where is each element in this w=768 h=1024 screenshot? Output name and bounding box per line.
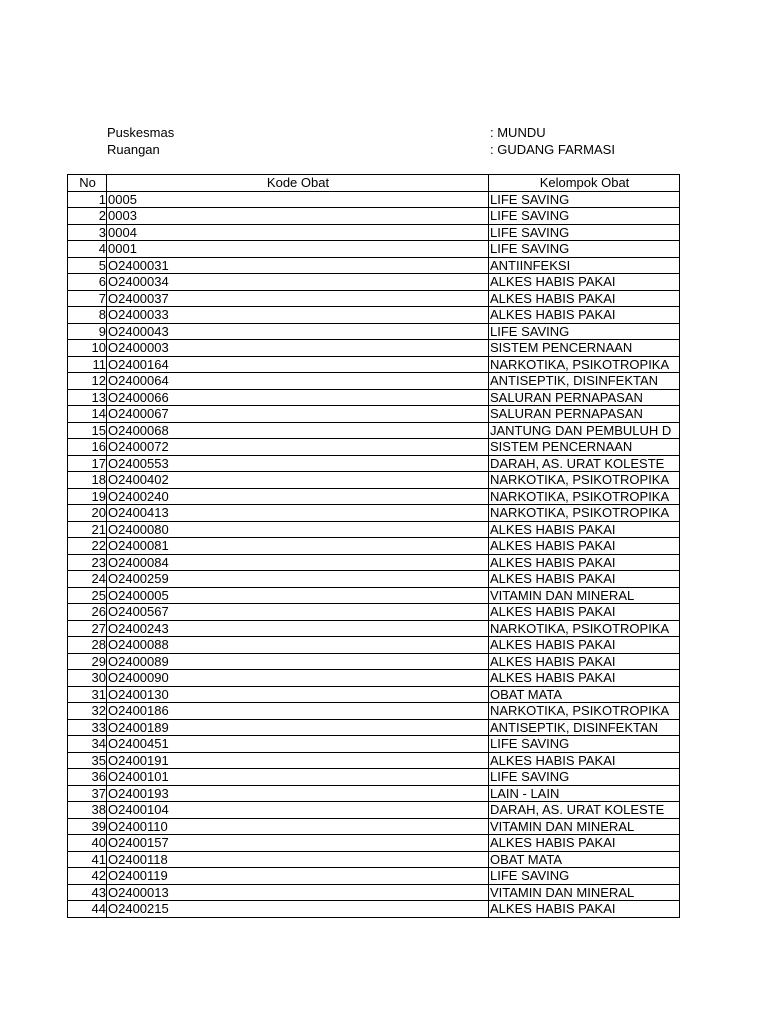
- kelompok-obat-cell: SALURAN PERNAPASAN: [489, 406, 680, 423]
- kelompok-obat-cell: ALKES HABIS PAKAI: [489, 307, 680, 324]
- kode-obat-cell: O2400005: [107, 587, 489, 604]
- kelompok-obat-cell: ALKES HABIS PAKAI: [489, 290, 680, 307]
- table-row: [68, 307, 680, 324]
- table-row: [68, 340, 680, 357]
- kelompok-obat-cell: ALKES HABIS PAKAI: [489, 901, 680, 918]
- table-row: [68, 785, 680, 802]
- kode-obat-cell: O2400067: [107, 406, 489, 423]
- table-row: [68, 769, 680, 786]
- row-number: 22: [68, 538, 107, 555]
- column-header-kelompok-obat: Kelompok Obat: [489, 175, 680, 192]
- kelompok-obat-cell: NARKOTIKA, PSIKOTROPIKA: [489, 488, 680, 505]
- kelompok-obat-cell: ANTISEPTIK, DISINFEKTAN: [489, 373, 680, 390]
- kelompok-obat-cell: LIFE SAVING: [489, 868, 680, 885]
- table-row: [68, 851, 680, 868]
- row-number: 2: [68, 208, 107, 225]
- kode-obat-cell: O2400243: [107, 620, 489, 637]
- row-number: 14: [68, 406, 107, 423]
- table-row: [68, 752, 680, 769]
- kelompok-obat-cell: OBAT MATA: [489, 851, 680, 868]
- puskesmas-value: : MUNDU: [490, 125, 546, 140]
- kelompok-obat-cell: VITAMIN DAN MINERAL: [489, 818, 680, 835]
- row-number: 19: [68, 488, 107, 505]
- kode-obat-cell: O2400119: [107, 868, 489, 885]
- table-row: [68, 290, 680, 307]
- row-number: 9: [68, 323, 107, 340]
- kelompok-obat-cell: ALKES HABIS PAKAI: [489, 835, 680, 852]
- table-row: [68, 736, 680, 753]
- kode-obat-cell: O2400084: [107, 554, 489, 571]
- table-row: [68, 637, 680, 654]
- kode-obat-cell: O2400451: [107, 736, 489, 753]
- row-number: 31: [68, 686, 107, 703]
- kelompok-obat-cell: VITAMIN DAN MINERAL: [489, 884, 680, 901]
- table-row: [68, 686, 680, 703]
- row-number: 40: [68, 835, 107, 852]
- kelompok-obat-cell: DARAH, AS. URAT KOLESTE: [489, 455, 680, 472]
- kelompok-obat-cell: NARKOTIKA, PSIKOTROPIKA: [489, 356, 680, 373]
- table-row: [68, 224, 680, 241]
- kelompok-obat-cell: NARKOTIKA, PSIKOTROPIKA: [489, 472, 680, 489]
- ruangan-row: [107, 141, 667, 158]
- puskesmas-label: Puskesmas: [107, 125, 175, 140]
- kelompok-obat-cell: DARAH, AS. URAT KOLESTE: [489, 802, 680, 819]
- kelompok-obat-cell: JANTUNG DAN PEMBULUH D: [489, 422, 680, 439]
- row-number: 5: [68, 257, 107, 274]
- kelompok-obat-cell: ALKES HABIS PAKAI: [489, 653, 680, 670]
- table-row: [68, 884, 680, 901]
- puskesmas-row: [107, 124, 667, 141]
- table-row: [68, 241, 680, 258]
- row-number: 10: [68, 340, 107, 357]
- row-number: 42: [68, 868, 107, 885]
- table-row: [68, 505, 680, 522]
- row-number: 26: [68, 604, 107, 621]
- table-row: [68, 719, 680, 736]
- table-row: [68, 472, 680, 489]
- kode-obat-cell: O2400118: [107, 851, 489, 868]
- kelompok-obat-cell: ALKES HABIS PAKAI: [489, 637, 680, 654]
- kode-obat-cell: O2400066: [107, 389, 489, 406]
- column-header-kode-obat: Kode Obat: [107, 175, 489, 192]
- table-row: [68, 818, 680, 835]
- row-number: 16: [68, 439, 107, 456]
- kode-obat-cell: O2400567: [107, 604, 489, 621]
- table-row: [68, 670, 680, 687]
- kode-obat-cell: O2400064: [107, 373, 489, 390]
- table-row: [68, 538, 680, 555]
- row-number: 4: [68, 241, 107, 258]
- kode-obat-cell: O2400043: [107, 323, 489, 340]
- kode-obat-cell: O2400037: [107, 290, 489, 307]
- kelompok-obat-cell: SALURAN PERNAPASAN: [489, 389, 680, 406]
- row-number: 12: [68, 373, 107, 390]
- row-number: 37: [68, 785, 107, 802]
- ruangan-label: Ruangan: [107, 142, 160, 157]
- kode-obat-cell: O2400110: [107, 818, 489, 835]
- row-number: 30: [68, 670, 107, 687]
- table-row: [68, 422, 680, 439]
- kode-obat-cell: O2400215: [107, 901, 489, 918]
- table-row: [68, 455, 680, 472]
- kelompok-obat-cell: LAIN - LAIN: [489, 785, 680, 802]
- kode-obat-cell: O2400068: [107, 422, 489, 439]
- kode-obat-cell: O2400101: [107, 769, 489, 786]
- row-number: 36: [68, 769, 107, 786]
- row-number: 43: [68, 884, 107, 901]
- row-number: 28: [68, 637, 107, 654]
- kode-obat-cell: O2400240: [107, 488, 489, 505]
- kelompok-obat-cell: NARKOTIKA, PSIKOTROPIKA: [489, 505, 680, 522]
- kode-obat-cell: 0005: [107, 191, 489, 208]
- table-row: [68, 323, 680, 340]
- kelompok-obat-cell: ALKES HABIS PAKAI: [489, 571, 680, 588]
- kode-obat-cell: O2400034: [107, 274, 489, 291]
- table-row: [68, 373, 680, 390]
- row-number: 27: [68, 620, 107, 637]
- table-row: [68, 604, 680, 621]
- kode-obat-cell: O2400189: [107, 719, 489, 736]
- kode-obat-cell: O2400089: [107, 653, 489, 670]
- table-row: [68, 191, 680, 208]
- kode-obat-cell: O2400090: [107, 670, 489, 687]
- table-row: [68, 703, 680, 720]
- obat-table: [67, 174, 680, 918]
- kode-obat-cell: 0004: [107, 224, 489, 241]
- kelompok-obat-cell: ALKES HABIS PAKAI: [489, 274, 680, 291]
- kelompok-obat-cell: ANTIINFEKSI: [489, 257, 680, 274]
- kelompok-obat-cell: NARKOTIKA, PSIKOTROPIKA: [489, 703, 680, 720]
- table-row: [68, 274, 680, 291]
- kode-obat-cell: O2400413: [107, 505, 489, 522]
- row-number: 32: [68, 703, 107, 720]
- table-row: [68, 901, 680, 918]
- table-row: [68, 802, 680, 819]
- row-number: 44: [68, 901, 107, 918]
- kelompok-obat-cell: ALKES HABIS PAKAI: [489, 752, 680, 769]
- kelompok-obat-cell: LIFE SAVING: [489, 191, 680, 208]
- ruangan-value: : GUDANG FARMASI: [490, 142, 615, 157]
- kode-obat-cell: O2400191: [107, 752, 489, 769]
- row-number: 21: [68, 521, 107, 538]
- document-header: [107, 124, 667, 158]
- row-number: 1: [68, 191, 107, 208]
- kode-obat-cell: O2400088: [107, 637, 489, 654]
- table-row: [68, 488, 680, 505]
- kode-obat-cell: O2400003: [107, 340, 489, 357]
- kode-obat-cell: O2400072: [107, 439, 489, 456]
- table-row: [68, 356, 680, 373]
- kelompok-obat-cell: LIFE SAVING: [489, 224, 680, 241]
- row-number: 23: [68, 554, 107, 571]
- table-row: [68, 521, 680, 538]
- kelompok-obat-cell: LIFE SAVING: [489, 208, 680, 225]
- kelompok-obat-cell: LIFE SAVING: [489, 769, 680, 786]
- kode-obat-cell: O2400104: [107, 802, 489, 819]
- kelompok-obat-cell: ALKES HABIS PAKAI: [489, 538, 680, 555]
- kode-obat-cell: O2400259: [107, 571, 489, 588]
- kelompok-obat-cell: ALKES HABIS PAKAI: [489, 670, 680, 687]
- table-row: [68, 620, 680, 637]
- kelompok-obat-cell: SISTEM PENCERNAAN: [489, 340, 680, 357]
- row-number: 24: [68, 571, 107, 588]
- table-row: [68, 389, 680, 406]
- kode-obat-cell: O2400402: [107, 472, 489, 489]
- table-row: [68, 868, 680, 885]
- kode-obat-cell: O2400031: [107, 257, 489, 274]
- kelompok-obat-cell: ALKES HABIS PAKAI: [489, 554, 680, 571]
- row-number: 13: [68, 389, 107, 406]
- kelompok-obat-cell: SISTEM PENCERNAAN: [489, 439, 680, 456]
- row-number: 33: [68, 719, 107, 736]
- kode-obat-cell: O2400081: [107, 538, 489, 555]
- row-number: 3: [68, 224, 107, 241]
- row-number: 38: [68, 802, 107, 819]
- row-number: 39: [68, 818, 107, 835]
- kelompok-obat-cell: LIFE SAVING: [489, 736, 680, 753]
- row-number: 6: [68, 274, 107, 291]
- row-number: 34: [68, 736, 107, 753]
- table-row: [68, 571, 680, 588]
- row-number: 29: [68, 653, 107, 670]
- table-row: [68, 406, 680, 423]
- table-row: [68, 653, 680, 670]
- kode-obat-cell: O2400186: [107, 703, 489, 720]
- kelompok-obat-cell: ANTISEPTIK, DISINFEKTAN: [489, 719, 680, 736]
- kelompok-obat-cell: LIFE SAVING: [489, 323, 680, 340]
- table-row: [68, 554, 680, 571]
- row-number: 35: [68, 752, 107, 769]
- row-number: 11: [68, 356, 107, 373]
- table-row: [68, 439, 680, 456]
- row-number: 41: [68, 851, 107, 868]
- table-body: [68, 191, 680, 917]
- kelompok-obat-cell: OBAT MATA: [489, 686, 680, 703]
- kode-obat-cell: O2400553: [107, 455, 489, 472]
- row-number: 7: [68, 290, 107, 307]
- table-row: [68, 587, 680, 604]
- table-row: [68, 257, 680, 274]
- kode-obat-cell: O2400130: [107, 686, 489, 703]
- kode-obat-cell: 0001: [107, 241, 489, 258]
- kode-obat-cell: O2400164: [107, 356, 489, 373]
- kode-obat-cell: O2400033: [107, 307, 489, 324]
- kelompok-obat-cell: LIFE SAVING: [489, 241, 680, 258]
- row-number: 8: [68, 307, 107, 324]
- table-row: [68, 835, 680, 852]
- kode-obat-cell: O2400080: [107, 521, 489, 538]
- row-number: 20: [68, 505, 107, 522]
- table-header-row: [68, 175, 680, 192]
- row-number: 25: [68, 587, 107, 604]
- kode-obat-cell: O2400157: [107, 835, 489, 852]
- kode-obat-cell: O2400193: [107, 785, 489, 802]
- kelompok-obat-cell: ALKES HABIS PAKAI: [489, 604, 680, 621]
- kode-obat-cell: O2400013: [107, 884, 489, 901]
- kelompok-obat-cell: ALKES HABIS PAKAI: [489, 521, 680, 538]
- row-number: 15: [68, 422, 107, 439]
- kelompok-obat-cell: VITAMIN DAN MINERAL: [489, 587, 680, 604]
- kode-obat-cell: 0003: [107, 208, 489, 225]
- table-row: [68, 208, 680, 225]
- column-header-no: No: [68, 175, 107, 192]
- row-number: 18: [68, 472, 107, 489]
- row-number: 17: [68, 455, 107, 472]
- kelompok-obat-cell: NARKOTIKA, PSIKOTROPIKA: [489, 620, 680, 637]
